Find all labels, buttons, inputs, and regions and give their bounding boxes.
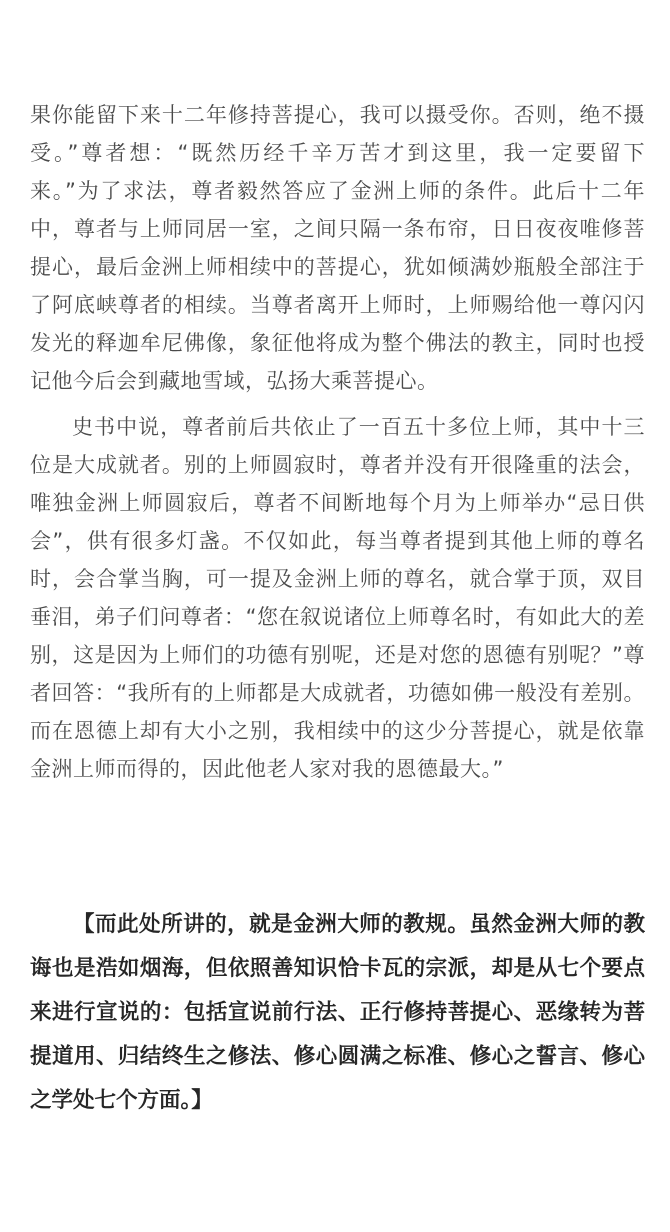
paragraph-history-records: 史书中说，尊者前后共依止了一百五十多位上师，其中十三位是大成就者。别的上师圆寂时，尊者并没有开很隆重的法会，唯独金洲上师圆寂后，尊者不间断地每个月为上师举办“忌日供会”，供有很多灯盏。不仅如此，每当尊者提到其他上师的尊名时，会合掌当胸，可一提及金洲上师的尊名，就合掌于顶，双目垂泪，弟子们问尊者：“您在叙说诸位上师尊名时，有如此大的差别，这是因为上师们的功德有别呢，还是对您的恩德有别呢？”尊者回答：“我所有的上师都是大成就者，功德如佛一般没有差别。而在恩德上却有大小之别，我相续中的这少分菩提心，就是依靠金洲上师而得的，因此他老人家对我的恩德最大。” [30, 415, 645, 781]
article-body [30, 96, 645, 788]
paragraph-story-continued: 果你能留下来十二年修持菩提心，我可以摄受你。否则，绝不摄受。”尊者想：“既然历经千辛万苦才到这里，我一定要留下来。”为了求法，尊者毅然答应了金洲上师的条件。此后十二年中，尊者与上师同居一室，之间只隔一条布帘，日日夜夜唯修菩提心，最后金洲上师相续中的菩提心，犹如倾满妙瓶般全部注于了阿底峡尊者的相续。当尊者离开上师时，上师赐给他一尊闪闪发光的释迦牟尼佛像，象征他将成为整个佛法的教主，同时也授记他今后会到藏地雪域，弘扬大乘菩提心。 [30, 103, 645, 393]
root-text-bracketed: 【而此处所讲的，就是金洲大师的教规。虽然金洲大师的教诲也是浩如烟海，但依照善知识恰卡瓦的宗派，却是从七个要点来进行宣说的：包括宣说前行法、正行修持菩提心、恶缘转为菩提道用、归结终生之修法、修心圆满之标准、修心之誓言、修心之学处七个方面。】 [30, 912, 645, 1113]
